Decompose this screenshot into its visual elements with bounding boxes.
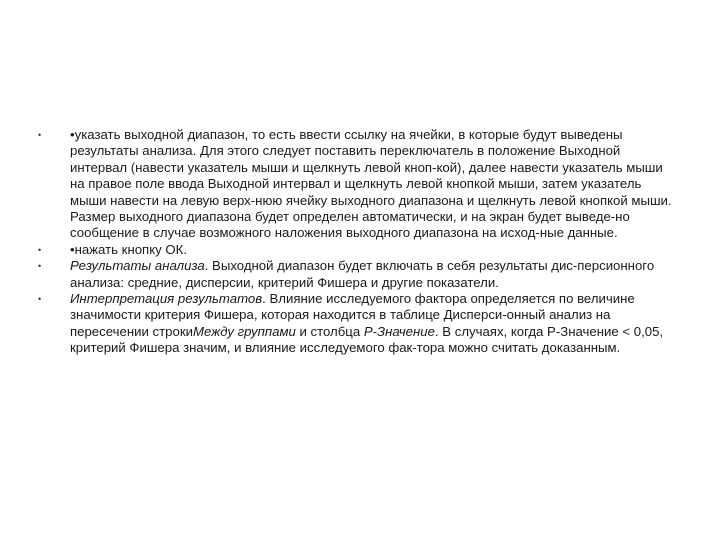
bullet-icon: • xyxy=(38,130,42,140)
bullet-list xyxy=(38,127,678,357)
list-item-text: •указать выходной диапазон, то есть ввести ссылку на ячейки, в которые будут выведены результаты анализа. Для этого следует поставить переключатель в положение Выходной интервал (навести указатель мыши и щелкнуть левой кноп-кой), далее навести указатель мыши на правое поле ввода Выходной интервал и щелкнуть левой кнопкой мыши, затем указатель мыши навести на левую верх-нюю ячейку выходного диапазона и щелкнуть левой кнопкой мыши. Размер выходного диапазона будет определен автоматически, и на экран будет выведе-но сообщение в случае возможного наложения выходного диапазона на исход-ные данные. xyxy=(70,127,672,241)
list-item-body: . Влияние исследуемого фактора определяется по величине значимости критерия Фишера, которая находится в таблице Дисперси-онный анализ на пересечении строки xyxy=(70,291,635,339)
list-item-body: . В случаях, когда Р-Значение < 0,05, критерий Фишера значим, и влияние исследуемого фак-тора можно считать доказанным. xyxy=(70,323,664,356)
italic-term: Р-Значение xyxy=(363,323,435,339)
list-item xyxy=(38,291,678,357)
list-item-text xyxy=(70,258,678,291)
list-item-text xyxy=(70,291,678,357)
italic-term: Результаты анализа xyxy=(70,258,205,274)
bullet-icon: • xyxy=(38,261,42,272)
list-item xyxy=(38,242,678,258)
bullet-icon: • xyxy=(38,294,42,305)
italic-term: Между группами xyxy=(192,323,296,339)
list-item xyxy=(38,258,678,291)
italic-term: Интерпретация результатов xyxy=(70,291,263,307)
list-item xyxy=(38,127,678,242)
list-item-body: . Выходной диапазон будет включать в себя результаты дис-персионного анализа: средние, дисперсии, критерий Фишера и другие показатели. xyxy=(70,258,655,290)
list-item-text: •нажать кнопку ОК. xyxy=(70,241,187,257)
list-item-body: и столбца xyxy=(295,323,364,339)
bullet-icon: • xyxy=(38,244,42,255)
